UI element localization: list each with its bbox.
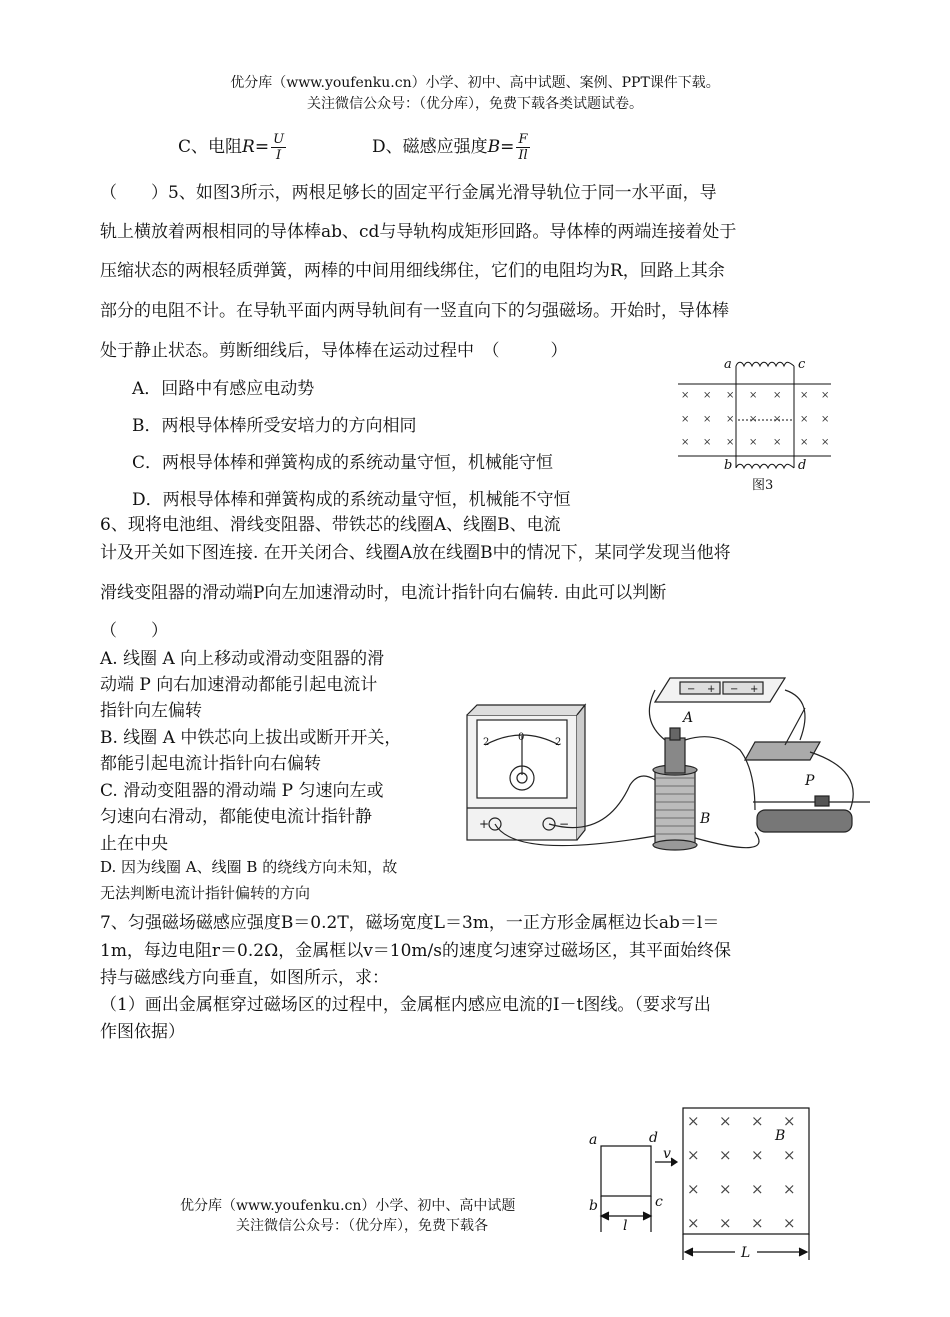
q6-bracket: （ ） (100, 621, 168, 641)
label-field-b: B (775, 1128, 786, 1144)
field-cross-mark: × (726, 390, 735, 401)
q5-line-4: 部分的电阻不计。在导轨平面内两导轨间有一竖直向下的匀强磁场。开始时，导体棒 (100, 301, 729, 321)
field-cross-mark: × (800, 437, 809, 448)
q4-option-d-fraction (516, 132, 529, 163)
battery-minus: − (687, 684, 696, 695)
field-cross-mark: × (749, 414, 758, 425)
label-a: a (724, 357, 732, 372)
field-cross-mark: × (719, 1146, 732, 1164)
q5-option-d: D．两根导体棒和弹簧构成的系统动量守恒，机械能不守恒 (132, 490, 571, 510)
q6-option-line: 止在中央 (100, 834, 168, 854)
label-d: d (649, 1130, 658, 1146)
q7-line-4: （1）画出金属框穿过磁场区的过程中，金属框内感应电流的I－t图线。（要求写出 (100, 995, 711, 1015)
q6-line-3: 滑线变阻器的滑动端P向左加速滑动时，电流计指针向右偏转. 由此可以判断 (100, 583, 667, 603)
coil-a (665, 738, 685, 773)
q6-option-line: 都能引起电流计指针向右偏转 (100, 754, 321, 774)
q6-option-line: C. 滑动变阻器的滑动端 P 匀速向左或 (100, 781, 384, 801)
field-cross-mark: × (773, 414, 782, 425)
q5-line-5: 处于静止状态。剪断细线后，导体棒在运动过程中 （ ） (100, 341, 568, 361)
label-field-width: L (741, 1245, 751, 1261)
header-line-1: 优分库（www.youfenku.cn）小学、初中、高中试题、案例、PPT课件下载。 (230, 75, 720, 91)
q5-option-a: A．回路中有感应电动势 (132, 379, 315, 399)
field-cross-mark: × (681, 437, 690, 448)
circuit-apparatus-diagram (455, 660, 885, 860)
q6-line-1: 6、现将电池组、滑线变阻器、带铁芯的线圈A、线圈B、电流 (100, 515, 561, 535)
field-cross-mark: × (749, 437, 758, 448)
q5-option-c: C．两根导体棒和弹簧构成的系统动量守恒，机械能守恒 (132, 453, 554, 473)
q6-line-2: 计及开关如下图连接. 在开关闭合、线圈A放在线圈B中的情况下，某同学发现当他将 (100, 543, 731, 563)
field-cross-mark: × (800, 390, 809, 401)
q6-option-line: 动端 P 向右加速滑动都能引起电流计 (100, 675, 378, 695)
galvanometer-minus-terminal: − (559, 817, 570, 831)
galvanometer-plus-terminal: + (479, 817, 490, 831)
q6-option-line: A. 线圈 A 向上移动或滑动变阻器的滑 (100, 649, 385, 669)
field-cross-mark: × (719, 1214, 732, 1232)
galvanometer-scale-zero: 0 (518, 732, 525, 743)
q5-line-3: 压缩状态的两根轻质弹簧，两棒的中间用细线绑住，它们的电阻均为R，回路上其余 (100, 261, 725, 281)
field-cross-mark: × (726, 414, 735, 425)
q6-option-line: 无法判断电流计指针偏转的方向 (100, 884, 311, 902)
field-cross-mark: × (681, 390, 690, 401)
metal-frame (601, 1146, 651, 1196)
label-slider-p: P (805, 773, 815, 789)
q4-c-denominator: I (275, 148, 282, 163)
q4-d-numerator: F (516, 132, 529, 148)
field-cross-mark: × (783, 1214, 796, 1232)
field-cross-mark: × (703, 390, 712, 401)
q4-option-d-eq: = (500, 137, 515, 157)
field-cross-mark: × (681, 414, 690, 425)
field-cross-mark: × (821, 390, 830, 401)
field-cross-mark: × (751, 1112, 764, 1130)
q7-line-1: 7、匀强磁场磁感应强度B＝0.2T，磁场宽度L＝3m，一正方形金属框边长ab＝l＝ (100, 913, 720, 933)
q4-c-numerator: U (273, 132, 285, 147)
q4-option-c-eq: = (254, 137, 270, 157)
field-cross-mark: × (726, 437, 735, 448)
label-b: b (589, 1198, 598, 1214)
q4-option-c (178, 132, 286, 163)
q4-option-d (372, 132, 530, 163)
q7-line-3: 持与磁感线方向垂直，如图所示，求： (100, 968, 389, 988)
q4-option-d-var: B (487, 137, 501, 157)
field-cross-mark: × (821, 414, 830, 425)
label-coil-b: B (700, 811, 711, 827)
q7-line-2: 1m，每边电阻r＝0.2Ω，金属框以v＝10m/s的速度匀速穿过磁场区，其平面始终保 (100, 941, 731, 961)
q4-d-denominator: Il (518, 148, 528, 163)
field-cross-mark: × (703, 414, 712, 425)
field-cross-mark: × (687, 1146, 700, 1164)
figure-3-rails-diagram (676, 356, 836, 496)
q4-option-c-fraction (271, 132, 286, 163)
header-line-2: 关注微信公众号：（优分库），免费下载各类试题试卷。 (307, 96, 643, 112)
field-cross-mark: × (719, 1112, 732, 1130)
galvanometer-scale-left: 2 (483, 737, 490, 748)
q5-option-b: B．两根导体棒所受安培力的方向相同 (132, 416, 417, 436)
q6-option-line: 匀速向右滑动，都能使电流计指针静 (100, 807, 372, 827)
label-a: a (589, 1132, 598, 1148)
battery-plus: + (750, 684, 759, 695)
field-cross-mark: × (703, 437, 712, 448)
battery-plus: + (707, 684, 716, 695)
frame-field-diagram (585, 1100, 825, 1265)
label-c: c (655, 1194, 663, 1210)
q4-option-c-var: R (242, 137, 255, 157)
rheostat-slider (815, 796, 829, 806)
field-cross-mark: × (800, 414, 809, 425)
field-cross-mark: × (821, 437, 830, 448)
field-cross-mark: × (687, 1180, 700, 1198)
field-cross-mark: × (751, 1180, 764, 1198)
footer-line-1: 优分库（www.youfenku.cn）小学、初中、高中试题 (180, 1198, 516, 1214)
label-b: b (724, 458, 733, 473)
field-cross-mark: × (687, 1112, 700, 1130)
field-cross-mark: × (783, 1180, 796, 1198)
label-d: d (798, 458, 807, 473)
field-cross-mark: × (751, 1146, 764, 1164)
field-cross-mark: × (687, 1214, 700, 1232)
field-cross-mark: × (773, 390, 782, 401)
switch (745, 742, 820, 760)
q4-option-d-label: D、磁感应强度 (372, 137, 488, 157)
q5-line-1: （ ）5、如图3所示，两根足够长的固定平行金属光滑导轨位于同一水平面，导 (100, 183, 717, 203)
q4-option-c-label: C、电阻 (178, 137, 243, 157)
q6-option-line: 指针向左偏转 (100, 701, 202, 721)
rheostat (757, 810, 852, 832)
field-cross-mark: × (719, 1180, 732, 1198)
field-cross-mark: × (783, 1146, 796, 1164)
battery-minus: − (730, 684, 739, 695)
figure-3-caption: 图3 (752, 478, 774, 493)
label-velocity: v (663, 1146, 671, 1162)
label-c: c (798, 357, 806, 372)
label-coil-a: A (683, 710, 694, 726)
field-cross-mark: × (751, 1214, 764, 1232)
q6-option-line: D. 因为线圈 A、线圈 B 的绕线方向未知，故 (100, 858, 398, 876)
q7-line-5: 作图依据） (100, 1022, 185, 1042)
field-cross-mark: × (783, 1112, 796, 1130)
q6-option-line: B. 线圈 A 中铁芯向上拔出或断开开关， (100, 728, 402, 748)
q5-line-2: 轨上横放着两根相同的导体棒ab、cd与导轨构成矩形回路。导体棒的两端连接着处于 (100, 222, 737, 242)
footer-line-2: 关注微信公众号：（优分库），免费下载各 (236, 1218, 488, 1234)
field-cross-mark: × (749, 390, 758, 401)
label-side-length: l (623, 1218, 628, 1234)
field-cross-mark: × (773, 437, 782, 448)
galvanometer-scale-right: 2 (555, 737, 562, 748)
